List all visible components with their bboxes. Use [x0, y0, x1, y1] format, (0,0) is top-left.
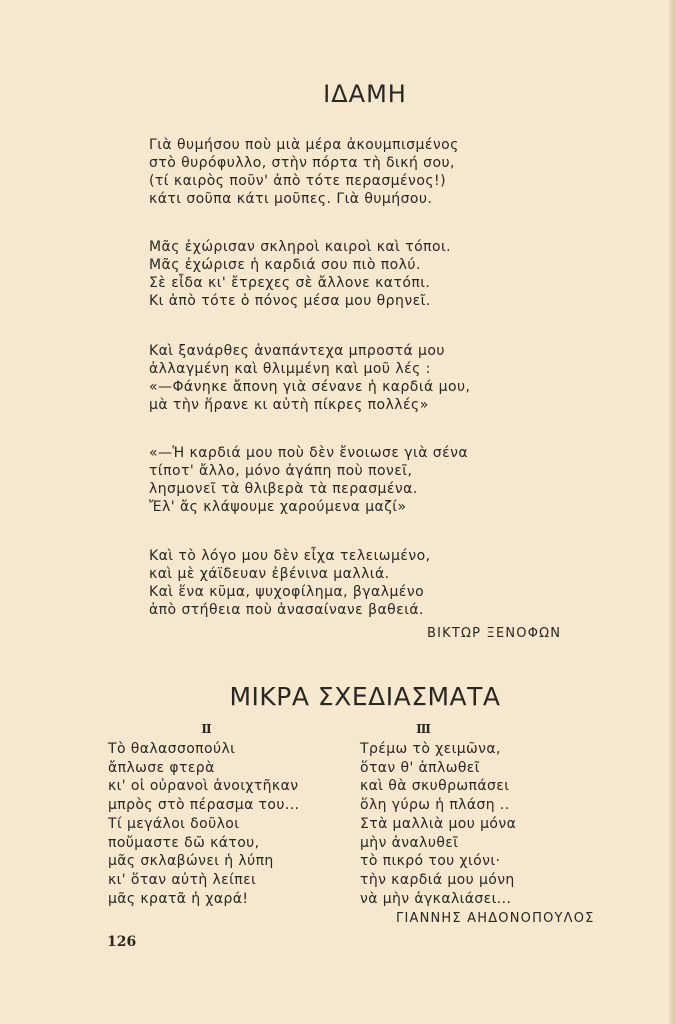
poem-line: ἀπὸ στήθεια ποὺ ἀνασαίνανε βαθειά. — [149, 602, 424, 618]
sketch-line: νὰ μὴν ἀγκαλιάσει... — [360, 890, 512, 907]
poem-line: Σὲ εἶδα κι' ἔτρεχες σὲ ἄλλονε κατόπι. — [149, 275, 431, 291]
stanza-1 — [149, 136, 459, 208]
poem-line: «—Ἡ καρδιά μου ποὺ δὲν ἔνοιωσε γιὰ σένα — [149, 445, 469, 461]
poem-line: στὸ θυρόφυλλο, στὴν πόρτα τὴ δική σου, — [149, 155, 455, 171]
poem-line: Καὶ ἕνα κῦμα, ψυχοφίλημα, βγαλμένο — [149, 584, 425, 600]
stanza-5 — [149, 547, 431, 619]
poem-line: Καὶ τὸ λόγο μου δὲν εἶχα τελειωμένο, — [149, 548, 431, 564]
sketch-line: μᾶς κρατᾶ ἡ χαρά! — [108, 890, 249, 907]
sketch-line: μὴν ἀναλυθεῖ — [360, 834, 459, 851]
poem-line: λησμονεῖ τὰ θλιβερὰ τὰ περασμένα. — [149, 481, 418, 497]
poem-line: Μᾶς ἐχώρισαν σκληροὶ καιροὶ καὶ τόποι. — [149, 239, 452, 255]
page-edge — [669, 0, 675, 1024]
sketches-author: ΓΙΑΝΝΗΣ ΑΗΔΟΝΟΠΟΥΛΟΣ — [396, 911, 595, 926]
sketch-number: II — [201, 722, 211, 736]
poem-line: Καὶ ξανάρθες ἀναπάντεχα μπροστά μου — [149, 343, 445, 359]
poem-line: Μᾶς ἐχώρισε ἡ καρδιά σου πιὸ πολύ. — [149, 257, 421, 273]
sketch-line: Τρέμω τὸ χειμῶνα, — [360, 741, 501, 757]
poem-line: «—Φάνηκε ἄπονη γιὰ σένανε ἡ καρδιά μου, — [149, 379, 471, 395]
poem-line: Ἔλ' ἄς κλάψουμε χαρούμενα μαζί» — [149, 499, 407, 515]
stanza-2 — [149, 238, 451, 310]
poem-line: κάτι σοῦπα κάτι μοῦπες. Γιὰ θυμήσου. — [149, 191, 433, 207]
sketch-line: Τὸ θαλασσοπούλι — [108, 741, 236, 757]
sketch-line: τὴν καρδιά μου μόνη — [360, 871, 515, 888]
poem-line: τίποτ' ἄλλο, μόνο ἀγάπη ποὺ πονεῖ, — [149, 463, 413, 479]
poem-line: Κι ἀπὸ τότε ὁ πόνος μέσα μου θρηνεῖ. — [149, 293, 431, 309]
sketch-line: μᾶς σκλαβώνει ἡ λύπη — [108, 853, 274, 870]
poem-line: Γιὰ θυμήσου ποὺ μιὰ μέρα ἀκουμπισμένος — [149, 137, 459, 153]
sketch-number: III — [416, 722, 430, 736]
poem-title: ΙΔΑΜΗ — [323, 80, 407, 108]
sketch-line: καὶ θὰ σκυθρωπάσει — [360, 778, 510, 795]
poem-line: μὰ τὴν ἥρανε κι αὐτὴ πίκρες πολλές» — [149, 397, 429, 413]
sketch-line: ἄπλωσε φτερὰ — [108, 759, 215, 776]
sketch-line: κι' οἱ οὐρανοὶ ἀνοιχτῆκαν — [108, 778, 299, 795]
stanza-3 — [149, 342, 470, 414]
sketch-line: τὸ πικρό του χιόνι· — [360, 853, 501, 870]
sketch-line: Τί μεγάλοι δοῦλοι — [108, 815, 240, 832]
poem-author: ΒΙΚΤΩΡ ΞΕΝΟΦΩΝ — [427, 626, 562, 641]
sketch-line: κι' ὅταν αὐτὴ λείπει — [108, 871, 257, 888]
poem-line: (τί καιρὸς ποῦν' ἀπὸ τότε περασμένος!) — [149, 173, 446, 189]
sketches-title: ΜΙΚΡΑ ΣΧΕΔΙΑΣΜΑΤΑ — [229, 682, 501, 711]
sketch-column-2 — [108, 722, 299, 908]
sketch-line: μπρὸς στὸ πέρασμα του... — [108, 797, 300, 814]
poem-line: ἀλλαγμένη καὶ θλιμμένη καὶ μοῦ λές : — [149, 361, 431, 377]
sketch-line: ὅλη γύρω ἡ πλάση .. — [360, 797, 510, 814]
page-number: 126 — [107, 934, 137, 950]
sketch-line: Στὰ μαλλιὰ μου μόνα — [360, 815, 517, 832]
sketch-line: ὅταν θ' ἁπλωθεῖ — [360, 759, 480, 776]
poem-line: καὶ μὲ χάϊδευαν ἐβένινα μαλλιά. — [149, 566, 390, 582]
stanza-4 — [149, 444, 468, 516]
sketch-column-3 — [360, 722, 516, 908]
sketch-line: ποὔμαστε δῶ κάτου, — [108, 834, 260, 851]
